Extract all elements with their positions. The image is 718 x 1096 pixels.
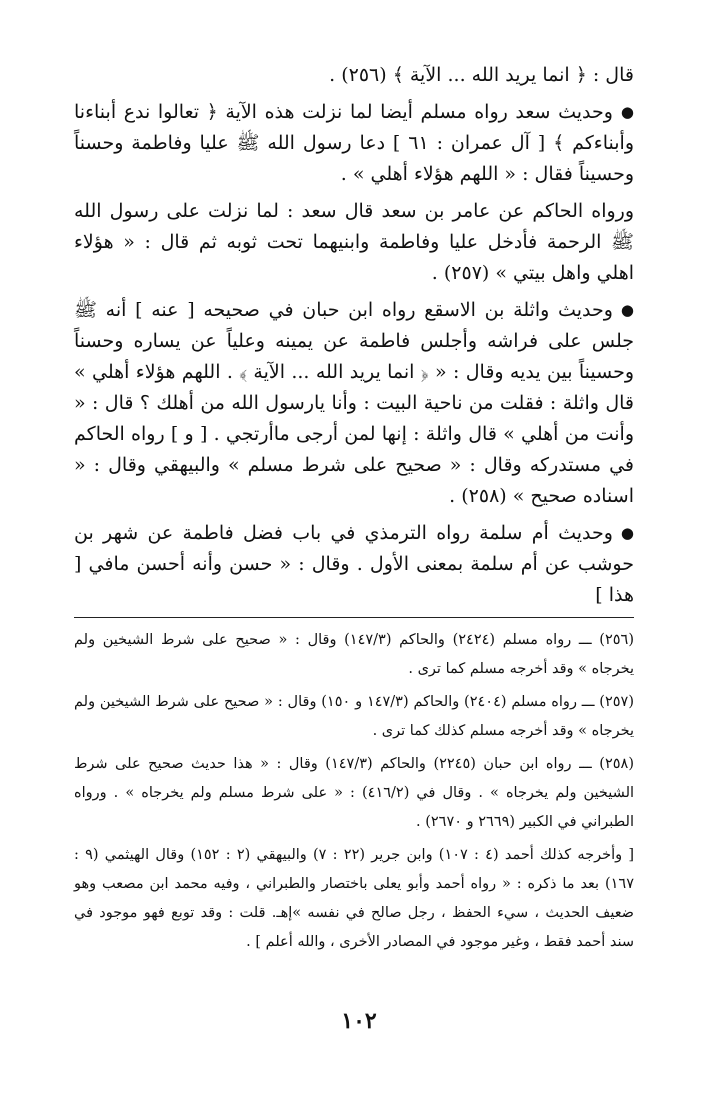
bullet-icon: ● bbox=[620, 103, 634, 121]
footnote-256: (٢٥٦) ـــ رواه مسلم (٢٤٢٤) والحاكم (١٤٧/٣) وقال : « صحيح على شرط الشيخين ولم يخرجاه » وقد أخرجه مسلم كما ترى . bbox=[74, 632, 634, 677]
paragraph-2-text: وحديث سعد رواه مسلم أيضا لما نزلت هذه الآية ﴿ تعالوا ندع أبناءنا وأبناءكم ﴾ [ آل عمران : ٦١ ] دعا رسول الله ﷺ عليا وفاطمة وحسناً وحسيناً فقال : « اللهم هؤلاء أهلي » . bbox=[74, 101, 634, 185]
paragraph-1 bbox=[74, 60, 634, 91]
page-body bbox=[74, 60, 634, 961]
bullet-icon: ● bbox=[620, 301, 634, 319]
footnote-258: (٢٥٨) ـــ رواه ابن حبان (٢٢٤٥) والحاكم (١٤٧/٣) وقال : « هذا حديث صحيح على شرط الشيخين ولم يخرجاه » . وقال في (٤١٦/٢) : « على شرط مسلم ولم يخرجاه » . ورواه الطبراني في الكبير (٢٦٦٩ و ٢٦٧٠) . bbox=[74, 756, 635, 830]
paragraph-3-text: ورواه الحاكم عن عامر بن سعد قال سعد : لما نزلت على رسول الله ﷺ الرحمة فأدخل عليا وفاطمة وابنيهما تحت ثوبه ثم قال : « هؤلاء اهلي واهل بيتي » (٢٥٧) . bbox=[74, 200, 634, 284]
footnote-divider bbox=[74, 617, 634, 618]
paragraph-4-text: وحديث واثلة بن الاسقع رواه ابن حبان في صحيحه [ عنه ] أنه ﷺ جلس على فراشه وأجلس فاطمة عن يمينه وعلياً عن يساره وحسناً وحسيناً بين يديه وقال : « ﴿ انما يريد الله ... الآية ﴾ . اللهم هؤلاء أهلي » قال واثلة : فقلت من ناحية البيت : وأنا يارسول الله من أهلك ؟ قال : « وأنت من أهلي » قال واثلة : إنها لمن أرجى ماأرتجي . [ و ] رواه الحاكم في مستدركه وقال : « صحيح على شرط مسلم » والبيهقي وقال : « اسناده صحيح » (٢٥٨) . bbox=[74, 299, 634, 507]
paragraph-1-text: قال : ﴿ انما يريد الله ... الآية ﴾ (٢٥٦) . bbox=[329, 64, 634, 86]
bullet-icon: ● bbox=[620, 524, 634, 542]
main-text bbox=[74, 60, 634, 611]
paragraph-5 bbox=[74, 518, 634, 611]
paragraph-4 bbox=[74, 295, 634, 512]
footnote-editor-note: [ وأخرجه كذلك أحمد (٤ : ١٠٧) وابن جرير (٢٢ : ٧) والبيهقي (٢ : ١٥٢) وقال الهيثمي (٩ : ١٦٧) بعد ما ذكره : « رواه أحمد وأبو يعلى باختصار والطبراني ، وفيه محمد ابن مصعب وهو ضعيف الحديث ، سيء الحفظ ، رجل صالح في نفسه »إهـ. قلت : وقد توبع فهو موجود في سند أحمد فقط ، وغير موجود في المصادر الأخرى ، والله أعلم ] . bbox=[74, 847, 635, 950]
paragraph-3 bbox=[74, 196, 634, 289]
footnote-257: (٢٥٧) ـــ رواه مسلم (٢٤٠٤) والحاكم (١٤٧/٣ و ١٥٠) وقال : « صحيح على شرط الشيخين ولم يخرجاه » وقد أخرجه مسلم كذلك كما ترى . bbox=[74, 694, 635, 739]
page-number: ١٠٢ bbox=[341, 1008, 377, 1034]
paragraph-5-text: وحديث أم سلمة رواه الترمذي في باب فضل فاطمة عن شهر بن حوشب عن أم سلمة بمعنى الأول . وقال : « حسن وأنه أحسن مافي [ هذا ] bbox=[74, 522, 634, 606]
paragraph-2 bbox=[74, 97, 634, 190]
footnotes bbox=[74, 626, 634, 957]
